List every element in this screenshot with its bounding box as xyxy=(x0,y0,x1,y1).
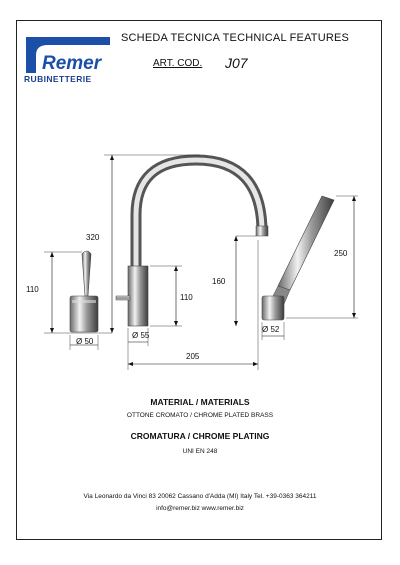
dim-spout-110: 110 xyxy=(180,293,193,302)
material-value: OTTONE CROMATO / CHROME PLATED BRASS xyxy=(126,412,274,419)
footer-address: Via Leonardo da Vinci 83 20062 Cassano d'Adda (MI) Italy Tel. +39-0363 364211 xyxy=(83,493,317,500)
dimension-arrows xyxy=(50,155,356,366)
material-title: MATERIAL / MATERIALS xyxy=(150,397,250,407)
plating-title: CROMATURA / CHROME PLATING xyxy=(130,431,270,441)
hand-shower-drawing xyxy=(262,196,334,320)
dim-mixer-110: 110 xyxy=(26,285,39,294)
brand-subtitle: RUBINETTERIE xyxy=(24,74,92,84)
dim-diameter-55: Ø 55 xyxy=(132,331,150,340)
plating-value: UNI EN 248 xyxy=(182,448,218,455)
dim-250: 250 xyxy=(334,249,348,258)
art-cod-value: J07 xyxy=(225,55,248,71)
dim-diameter-50: Ø 50 xyxy=(76,337,94,346)
mixer-drawing xyxy=(70,251,98,332)
dim-320: 320 xyxy=(86,233,100,242)
footer-web: info@remer.biz www.remer.biz xyxy=(156,505,244,512)
dim-diameter-52: Ø 52 xyxy=(262,325,280,334)
dim-205: 205 xyxy=(186,352,200,361)
dim-160: 160 xyxy=(212,277,226,286)
sheet-title: SCHEDA TECNICA TECHNICAL FEATURES xyxy=(121,32,350,44)
brand-name: Remer xyxy=(42,53,102,74)
art-cod-label: ART. COD. xyxy=(153,58,203,69)
